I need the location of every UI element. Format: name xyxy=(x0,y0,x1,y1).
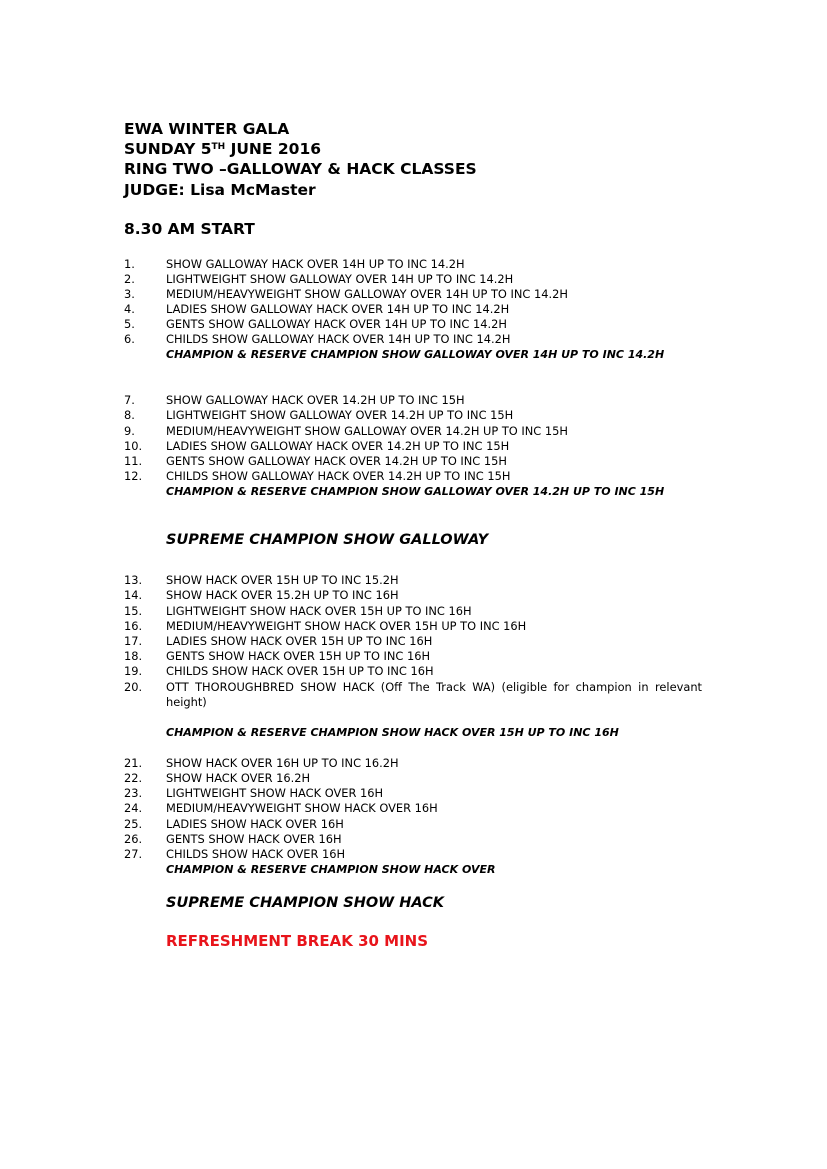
class-number: 25. xyxy=(124,817,143,831)
date-superscript: TH xyxy=(211,142,226,152)
class-name: LIGHTWEIGHT SHOW GALLOWAY OVER 14H UP TO INC 14.2H xyxy=(166,272,514,286)
ring-title: RING TWO –GALLOWAY & HACK CLASSES xyxy=(124,160,477,178)
champion-heading: CHAMPION & RESERVE CHAMPION SHOW HACK OVER 15H UP TO INC 16H xyxy=(166,726,619,739)
class-name: GENTS SHOW GALLOWAY HACK OVER 14.2H UP TO INC 15H xyxy=(166,454,507,468)
class-number: 23. xyxy=(124,786,143,800)
class-number: 8. xyxy=(124,408,135,422)
class-number: 18. xyxy=(124,649,143,663)
class-name: MEDIUM/HEAVYWEIGHT SHOW HACK OVER 16H xyxy=(166,801,438,815)
class-name: LIGHTWEIGHT SHOW GALLOWAY OVER 14.2H UP TO INC 15H xyxy=(166,408,514,422)
class-name: GENTS SHOW GALLOWAY HACK OVER 14H UP TO INC 14.2H xyxy=(166,317,507,331)
class-number: 4. xyxy=(124,302,135,316)
class-number: 14. xyxy=(124,588,143,602)
class-number: 7. xyxy=(124,393,135,407)
class-number: 24. xyxy=(124,801,143,815)
date-prefix: SUNDAY 5 xyxy=(124,140,212,158)
class-name: SHOW GALLOWAY HACK OVER 14H UP TO INC 14.2H xyxy=(166,257,465,271)
event-date xyxy=(124,139,321,159)
class-name: MEDIUM/HEAVYWEIGHT SHOW HACK OVER 15H UP TO INC 16H xyxy=(166,619,527,633)
class-number: 1. xyxy=(124,257,135,271)
class-name: MEDIUM/HEAVYWEIGHT SHOW GALLOWAY OVER 14H UP TO INC 14.2H xyxy=(166,287,568,301)
class-name: SHOW HACK OVER 15.2H UP TO INC 16H xyxy=(166,588,399,602)
class-name: CHILDS SHOW HACK OVER 15H UP TO INC 16H xyxy=(166,664,434,678)
class-name: LADIES SHOW HACK OVER 15H UP TO INC 16H xyxy=(166,634,433,648)
class-name: OTT THOROUGHBRED SHOW HACK (Off The Track WA) (eligible for champion in relevant height) xyxy=(166,680,702,709)
class-name: LADIES SHOW GALLOWAY HACK OVER 14.2H UP TO INC 15H xyxy=(166,439,510,453)
class-name: CHILDS SHOW GALLOWAY HACK OVER 14H UP TO INC 14.2H xyxy=(166,332,511,346)
class-name: CHILDS SHOW GALLOWAY HACK OVER 14.2H UP TO INC 15H xyxy=(166,469,511,483)
class-number: 9. xyxy=(124,424,135,438)
class-name: SHOW HACK OVER 16.2H xyxy=(166,771,311,785)
class-number: 13. xyxy=(124,573,143,587)
class-name: GENTS SHOW HACK OVER 16H xyxy=(166,832,342,846)
class-name: MEDIUM/HEAVYWEIGHT SHOW GALLOWAY OVER 14.2H UP TO INC 15H xyxy=(166,424,568,438)
class-name: LIGHTWEIGHT SHOW HACK OVER 16H xyxy=(166,786,384,800)
class-number: 16. xyxy=(124,619,143,633)
class-name: SHOW GALLOWAY HACK OVER 14.2H UP TO INC 15H xyxy=(166,393,465,407)
class-number: 2. xyxy=(124,272,135,286)
event-title: EWA WINTER GALA xyxy=(124,120,290,138)
class-name: CHILDS SHOW HACK OVER 16H xyxy=(166,847,346,861)
class-number: 22. xyxy=(124,771,143,785)
class-number: 12. xyxy=(124,469,143,483)
class-number: 11. xyxy=(124,454,143,468)
champion-heading: CHAMPION & RESERVE CHAMPION SHOW GALLOWAY OVER 14.2H UP TO INC 15H xyxy=(166,485,665,498)
date-suffix: JUNE 2016 xyxy=(225,140,322,158)
supreme-champion-heading: SUPREME CHAMPION SHOW GALLOWAY xyxy=(166,532,489,548)
class-number: 27. xyxy=(124,847,143,861)
class-number: 6. xyxy=(124,332,135,346)
class-number: 17. xyxy=(124,634,143,648)
refreshment-break-notice: REFRESHMENT BREAK 30 MINS xyxy=(166,932,429,950)
class-name: LADIES SHOW GALLOWAY HACK OVER 14H UP TO INC 14.2H xyxy=(166,302,510,316)
champion-heading: CHAMPION & RESERVE CHAMPION SHOW GALLOWAY OVER 14H UP TO INC 14.2H xyxy=(166,348,665,361)
class-number: 10. xyxy=(124,439,143,453)
supreme-champion-heading: SUPREME CHAMPION SHOW HACK xyxy=(166,895,444,911)
class-number: 19. xyxy=(124,664,143,678)
class-number: 3. xyxy=(124,287,135,301)
class-number: 20. xyxy=(124,680,143,694)
champion-heading: CHAMPION & RESERVE CHAMPION SHOW HACK OVER xyxy=(166,863,496,876)
class-number: 5. xyxy=(124,317,135,331)
class-number: 21. xyxy=(124,756,143,770)
start-time: 8.30 AM START xyxy=(124,220,255,238)
class-number: 26. xyxy=(124,832,143,846)
class-name: SHOW HACK OVER 16H UP TO INC 16.2H xyxy=(166,756,399,770)
class-number: 15. xyxy=(124,604,143,618)
judge-line: JUDGE: Lisa McMaster xyxy=(124,181,316,199)
class-item xyxy=(124,680,702,710)
class-name: LADIES SHOW HACK OVER 16H xyxy=(166,817,344,831)
class-name: SHOW HACK OVER 15H UP TO INC 15.2H xyxy=(166,573,399,587)
class-name: LIGHTWEIGHT SHOW HACK OVER 15H UP TO INC 16H xyxy=(166,604,472,618)
class-name: GENTS SHOW HACK OVER 15H UP TO INC 16H xyxy=(166,649,431,663)
